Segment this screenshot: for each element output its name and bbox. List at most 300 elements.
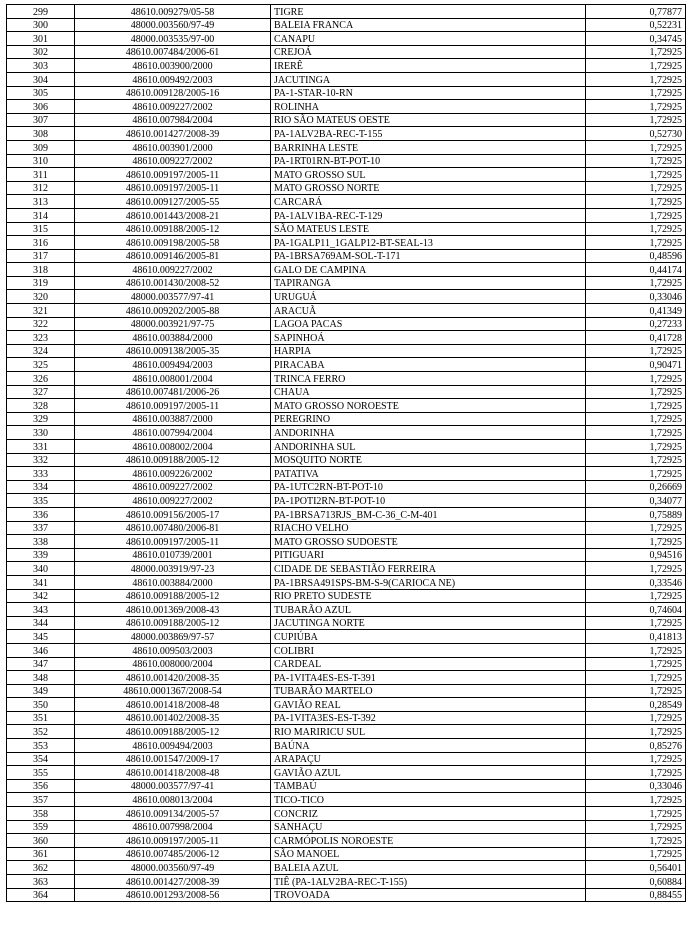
- field-name-cell: JACUTINGA: [271, 72, 586, 86]
- field-name-cell: PA-1VITA3ES-ES-T-392: [271, 711, 586, 725]
- table-row: [7, 45, 686, 59]
- field-name-cell: PA-1BRSA769AM-SOL-T-171: [271, 249, 586, 263]
- field-name-cell: BAÚNA: [271, 739, 586, 753]
- row-number-cell: 363: [7, 875, 75, 889]
- value-cell: 0,88455: [586, 888, 686, 902]
- value-cell: 1,72925: [586, 426, 686, 440]
- row-number-cell: 324: [7, 344, 75, 358]
- row-number-cell: 316: [7, 236, 75, 250]
- row-number-cell: 323: [7, 331, 75, 345]
- field-name-cell: SAPINHOÁ: [271, 331, 586, 345]
- process-number-cell: 48610.009197/2005-11: [75, 535, 271, 549]
- field-name-cell: PA-1ALV2BA-REC-T-155: [271, 127, 586, 141]
- value-cell: 1,72925: [586, 440, 686, 454]
- value-cell: 1,72925: [586, 766, 686, 780]
- process-number-cell: 48610.001402/2008-35: [75, 711, 271, 725]
- value-cell: 1,72925: [586, 59, 686, 73]
- row-number-cell: 309: [7, 140, 75, 154]
- row-number-cell: 350: [7, 698, 75, 712]
- field-name-cell: GAVIÃO AZUL: [271, 766, 586, 780]
- field-name-cell: TICO-TICO: [271, 793, 586, 807]
- row-number-cell: 303: [7, 59, 75, 73]
- table-row: [7, 684, 686, 698]
- table-row: [7, 875, 686, 889]
- field-name-cell: PATATIVA: [271, 467, 586, 481]
- field-name-cell: CUPIÚBA: [271, 630, 586, 644]
- table-row: [7, 820, 686, 834]
- row-number-cell: 317: [7, 249, 75, 263]
- process-number-cell: 48610.009494/2003: [75, 358, 271, 372]
- field-name-cell: GALO DE CAMPINA: [271, 263, 586, 277]
- field-name-cell: TUBARÃO AZUL: [271, 603, 586, 617]
- table-row: [7, 535, 686, 549]
- table-row: [7, 657, 686, 671]
- field-name-cell: BALEIA FRANCA: [271, 18, 586, 32]
- field-name-cell: CHAUA: [271, 385, 586, 399]
- process-number-cell: 48610.009188/2005-12: [75, 453, 271, 467]
- value-cell: 1,72925: [586, 793, 686, 807]
- table-row: [7, 521, 686, 535]
- field-name-cell: PA-1BRSA491SPS-BM-S-9(CARIOCA NE): [271, 575, 586, 589]
- value-cell: 0,52231: [586, 18, 686, 32]
- value-cell: 0,56401: [586, 861, 686, 875]
- value-cell: 0,94516: [586, 548, 686, 562]
- process-number-cell: 48610.001369/2008-43: [75, 603, 271, 617]
- row-number-cell: 353: [7, 739, 75, 753]
- table-row: [7, 562, 686, 576]
- value-cell: 1,72925: [586, 807, 686, 821]
- row-number-cell: 357: [7, 793, 75, 807]
- value-cell: 0,85276: [586, 739, 686, 753]
- row-number-cell: 343: [7, 603, 75, 617]
- fields-table: [6, 4, 686, 902]
- field-name-cell: TAPIRANGA: [271, 276, 586, 290]
- value-cell: 0,41349: [586, 304, 686, 318]
- table-row: [7, 86, 686, 100]
- table-row: [7, 208, 686, 222]
- process-number-cell: 48610.001418/2008-48: [75, 766, 271, 780]
- value-cell: 0,75889: [586, 507, 686, 521]
- field-name-cell: ROLINHA: [271, 100, 586, 114]
- value-cell: 0,28549: [586, 698, 686, 712]
- value-cell: 1,72925: [586, 671, 686, 685]
- row-number-cell: 348: [7, 671, 75, 685]
- row-number-cell: 349: [7, 684, 75, 698]
- table-row: [7, 154, 686, 168]
- process-number-cell: 48610.009197/2005-11: [75, 168, 271, 182]
- process-number-cell: 48610.007480/2006-81: [75, 521, 271, 535]
- field-name-cell: RIO SÃO MATEUS OESTE: [271, 113, 586, 127]
- row-number-cell: 311: [7, 168, 75, 182]
- row-number-cell: 336: [7, 507, 75, 521]
- field-name-cell: CARCARÁ: [271, 195, 586, 209]
- value-cell: 0,48596: [586, 249, 686, 263]
- table-row: [7, 807, 686, 821]
- field-name-cell: CIDADE DE SEBASTIÃO FERREIRA: [271, 562, 586, 576]
- field-name-cell: ARAPAÇU: [271, 752, 586, 766]
- process-number-cell: 48000.003535/97-00: [75, 32, 271, 46]
- table-row: [7, 100, 686, 114]
- field-name-cell: CARMÓPOLIS NOROESTE: [271, 834, 586, 848]
- table-row: [7, 32, 686, 46]
- row-number-cell: 322: [7, 317, 75, 331]
- field-name-cell: MATO GROSSO SUDOESTE: [271, 535, 586, 549]
- value-cell: 1,72925: [586, 521, 686, 535]
- field-name-cell: COLIBRI: [271, 643, 586, 657]
- value-cell: 1,72925: [586, 820, 686, 834]
- value-cell: 1,72925: [586, 72, 686, 86]
- field-name-cell: MOSQUITO NORTE: [271, 453, 586, 467]
- field-name-cell: TUBARÃO MARTELO: [271, 684, 586, 698]
- table-row: [7, 195, 686, 209]
- row-number-cell: 328: [7, 399, 75, 413]
- value-cell: 1,72925: [586, 616, 686, 630]
- process-number-cell: 48610.007994/2004: [75, 426, 271, 440]
- process-number-cell: 48610.008002/2004: [75, 440, 271, 454]
- field-name-cell: TRINCA FERRO: [271, 372, 586, 386]
- process-number-cell: 48610.007485/2006-12: [75, 847, 271, 861]
- value-cell: 1,72925: [586, 154, 686, 168]
- table-row: [7, 440, 686, 454]
- row-number-cell: 333: [7, 467, 75, 481]
- table-row: [7, 140, 686, 154]
- row-number-cell: 326: [7, 372, 75, 386]
- table-row: [7, 861, 686, 875]
- value-cell: 1,72925: [586, 643, 686, 657]
- field-name-cell: URUGUÁ: [271, 290, 586, 304]
- field-name-cell: PA-1POTI2RN-BT-POT-10: [271, 494, 586, 508]
- field-name-cell: SANHAÇU: [271, 820, 586, 834]
- value-cell: 1,72925: [586, 113, 686, 127]
- table-row: [7, 304, 686, 318]
- value-cell: 1,72925: [586, 140, 686, 154]
- table-row: [7, 399, 686, 413]
- row-number-cell: 307: [7, 113, 75, 127]
- table-row: [7, 127, 686, 141]
- table-row: [7, 589, 686, 603]
- value-cell: 0,74604: [586, 603, 686, 617]
- row-number-cell: 302: [7, 45, 75, 59]
- value-cell: 1,72925: [586, 684, 686, 698]
- field-name-cell: ANDORINHA SUL: [271, 440, 586, 454]
- table-row: [7, 494, 686, 508]
- process-number-cell: 48610.009128/2005-16: [75, 86, 271, 100]
- table-row: [7, 263, 686, 277]
- row-number-cell: 331: [7, 440, 75, 454]
- process-number-cell: 48610.007998/2004: [75, 820, 271, 834]
- value-cell: 0,41813: [586, 630, 686, 644]
- value-cell: 0,27233: [586, 317, 686, 331]
- table-row: [7, 372, 686, 386]
- process-number-cell: 48000.003921/97-75: [75, 317, 271, 331]
- process-number-cell: 48610.008001/2004: [75, 372, 271, 386]
- process-number-cell: 48610.009188/2005-12: [75, 222, 271, 236]
- value-cell: 1,72925: [586, 236, 686, 250]
- value-cell: 1,72925: [586, 100, 686, 114]
- row-number-cell: 341: [7, 575, 75, 589]
- table-row: [7, 779, 686, 793]
- field-name-cell: TIGRE: [271, 5, 586, 19]
- value-cell: 1,72925: [586, 276, 686, 290]
- row-number-cell: 344: [7, 616, 75, 630]
- value-cell: 1,72925: [586, 752, 686, 766]
- row-number-cell: 339: [7, 548, 75, 562]
- process-number-cell: 48610.0001367/2008-54: [75, 684, 271, 698]
- row-number-cell: 306: [7, 100, 75, 114]
- table-row: [7, 603, 686, 617]
- value-cell: 0,52730: [586, 127, 686, 141]
- table-row: [7, 276, 686, 290]
- table-row: [7, 507, 686, 521]
- row-number-cell: 310: [7, 154, 75, 168]
- process-number-cell: 48610.010739/2001: [75, 548, 271, 562]
- row-number-cell: 332: [7, 453, 75, 467]
- process-number-cell: 48610.009138/2005-35: [75, 344, 271, 358]
- value-cell: 1,72925: [586, 208, 686, 222]
- field-name-cell: GAVIÃO REAL: [271, 698, 586, 712]
- process-number-cell: 48610.009227/2002: [75, 154, 271, 168]
- field-name-cell: JACUTINGA NORTE: [271, 616, 586, 630]
- table-row: [7, 113, 686, 127]
- process-number-cell: 48610.001430/2008-52: [75, 276, 271, 290]
- process-number-cell: 48610.009492/2003: [75, 72, 271, 86]
- field-name-cell: PIRACABA: [271, 358, 586, 372]
- value-cell: 1,72925: [586, 711, 686, 725]
- process-number-cell: 48000.003919/97-23: [75, 562, 271, 576]
- table-row: [7, 616, 686, 630]
- process-number-cell: 48610.007984/2004: [75, 113, 271, 127]
- process-number-cell: 48610.009146/2005-81: [75, 249, 271, 263]
- value-cell: 1,72925: [586, 834, 686, 848]
- value-cell: 0,33046: [586, 290, 686, 304]
- table-row: [7, 752, 686, 766]
- table-row: [7, 59, 686, 73]
- table-row: [7, 698, 686, 712]
- row-number-cell: 327: [7, 385, 75, 399]
- field-name-cell: ARACUÃ: [271, 304, 586, 318]
- table-row: [7, 725, 686, 739]
- value-cell: 1,72925: [586, 168, 686, 182]
- field-name-cell: MATO GROSSO SUL: [271, 168, 586, 182]
- process-number-cell: 48610.007484/2006-61: [75, 45, 271, 59]
- row-number-cell: 312: [7, 181, 75, 195]
- row-number-cell: 360: [7, 834, 75, 848]
- value-cell: 0,34745: [586, 32, 686, 46]
- field-name-cell: TIÊ (PA-1ALV2BA-REC-T-155): [271, 875, 586, 889]
- row-number-cell: 320: [7, 290, 75, 304]
- process-number-cell: 48610.009226/2002: [75, 467, 271, 481]
- process-number-cell: 48000.003869/97-57: [75, 630, 271, 644]
- field-name-cell: PITIGUARI: [271, 548, 586, 562]
- process-number-cell: 48610.009503/2003: [75, 643, 271, 657]
- field-name-cell: IRERÊ: [271, 59, 586, 73]
- row-number-cell: 352: [7, 725, 75, 739]
- value-cell: 0,33046: [586, 779, 686, 793]
- process-number-cell: 48610.001547/2009-17: [75, 752, 271, 766]
- row-number-cell: 304: [7, 72, 75, 86]
- field-name-cell: ANDORINHA: [271, 426, 586, 440]
- row-number-cell: 305: [7, 86, 75, 100]
- field-name-cell: PA-1UTC2RN-BT-POT-10: [271, 480, 586, 494]
- table-row: [7, 168, 686, 182]
- process-number-cell: 48610.009227/2002: [75, 480, 271, 494]
- row-number-cell: 342: [7, 589, 75, 603]
- value-cell: 1,72925: [586, 657, 686, 671]
- field-name-cell: RIACHO VELHO: [271, 521, 586, 535]
- value-cell: 1,72925: [586, 453, 686, 467]
- process-number-cell: 48610.009202/2005-88: [75, 304, 271, 318]
- row-number-cell: 318: [7, 263, 75, 277]
- process-number-cell: 48610.003901/2000: [75, 140, 271, 154]
- process-number-cell: 48610.001293/2008-56: [75, 888, 271, 902]
- row-number-cell: 335: [7, 494, 75, 508]
- field-name-cell: HARPIA: [271, 344, 586, 358]
- value-cell: 1,72925: [586, 372, 686, 386]
- value-cell: 1,72925: [586, 86, 686, 100]
- table-row: [7, 72, 686, 86]
- value-cell: 1,72925: [586, 589, 686, 603]
- process-number-cell: 48610.009227/2002: [75, 100, 271, 114]
- field-name-cell: CONCRIZ: [271, 807, 586, 821]
- table-row: [7, 5, 686, 19]
- field-name-cell: TAMBAÚ: [271, 779, 586, 793]
- process-number-cell: 48610.009494/2003: [75, 739, 271, 753]
- value-cell: 1,72925: [586, 562, 686, 576]
- row-number-cell: 329: [7, 412, 75, 426]
- table-row: [7, 317, 686, 331]
- field-name-cell: CANAPU: [271, 32, 586, 46]
- row-number-cell: 337: [7, 521, 75, 535]
- value-cell: 0,44174: [586, 263, 686, 277]
- table-body: [7, 5, 686, 902]
- table-row: [7, 467, 686, 481]
- table-row: [7, 793, 686, 807]
- table-row: [7, 331, 686, 345]
- field-name-cell: PA-1GALP11_1GALP12-BT-SEAL-13: [271, 236, 586, 250]
- row-number-cell: 301: [7, 32, 75, 46]
- row-number-cell: 325: [7, 358, 75, 372]
- table-row: [7, 834, 686, 848]
- table-row: [7, 643, 686, 657]
- process-number-cell: 48610.009198/2005-58: [75, 236, 271, 250]
- table-row: [7, 181, 686, 195]
- value-cell: 1,72925: [586, 399, 686, 413]
- row-number-cell: 359: [7, 820, 75, 834]
- field-name-cell: PEREGRINO: [271, 412, 586, 426]
- process-number-cell: 48610.009197/2005-11: [75, 181, 271, 195]
- process-number-cell: 48610.009188/2005-12: [75, 589, 271, 603]
- table-row: [7, 385, 686, 399]
- table-row: [7, 847, 686, 861]
- table-row: [7, 426, 686, 440]
- row-number-cell: 361: [7, 847, 75, 861]
- table-row: [7, 290, 686, 304]
- value-cell: 0,77877: [586, 5, 686, 19]
- table-row: [7, 671, 686, 685]
- process-number-cell: 48610.009134/2005-57: [75, 807, 271, 821]
- row-number-cell: 299: [7, 5, 75, 19]
- value-cell: 1,72925: [586, 725, 686, 739]
- value-cell: 0,33546: [586, 575, 686, 589]
- table-row: [7, 344, 686, 358]
- value-cell: 1,72925: [586, 412, 686, 426]
- process-number-cell: 48610.009188/2005-12: [75, 616, 271, 630]
- process-number-cell: 48610.007481/2006-26: [75, 385, 271, 399]
- row-number-cell: 340: [7, 562, 75, 576]
- value-cell: 1,72925: [586, 467, 686, 481]
- row-number-cell: 355: [7, 766, 75, 780]
- row-number-cell: 347: [7, 657, 75, 671]
- field-name-cell: TROVOADA: [271, 888, 586, 902]
- table-row: [7, 766, 686, 780]
- table-row: [7, 412, 686, 426]
- row-number-cell: 300: [7, 18, 75, 32]
- field-name-cell: RIO MARIRICU SUL: [271, 725, 586, 739]
- process-number-cell: 48000.003560/97-49: [75, 18, 271, 32]
- process-number-cell: 48610.001427/2008-39: [75, 127, 271, 141]
- field-name-cell: MATO GROSSO NORTE: [271, 181, 586, 195]
- process-number-cell: 48610.003887/2000: [75, 412, 271, 426]
- field-name-cell: PA-1BRSA713RJS_BM-C-36_C-M-401: [271, 507, 586, 521]
- field-name-cell: PA-1RT01RN-BT-POT-10: [271, 154, 586, 168]
- table-row: [7, 453, 686, 467]
- process-number-cell: 48610.008000/2004: [75, 657, 271, 671]
- value-cell: 1,72925: [586, 45, 686, 59]
- row-number-cell: 315: [7, 222, 75, 236]
- field-name-cell: SÃO MATEUS LESTE: [271, 222, 586, 236]
- table-row: [7, 249, 686, 263]
- process-number-cell: 48610.009197/2005-11: [75, 399, 271, 413]
- field-name-cell: PA-1-STAR-10-RN: [271, 86, 586, 100]
- row-number-cell: 338: [7, 535, 75, 549]
- value-cell: 0,60884: [586, 875, 686, 889]
- field-name-cell: PA-1ALV1BA-REC-T-129: [271, 208, 586, 222]
- process-number-cell: 48610.008013/2004: [75, 793, 271, 807]
- value-cell: 1,72925: [586, 847, 686, 861]
- process-number-cell: 48610.009197/2005-11: [75, 834, 271, 848]
- field-name-cell: PA-1VITA4ES-ES-T-391: [271, 671, 586, 685]
- process-number-cell: 48610.003884/2000: [75, 575, 271, 589]
- value-cell: 1,72925: [586, 535, 686, 549]
- row-number-cell: 354: [7, 752, 75, 766]
- row-number-cell: 334: [7, 480, 75, 494]
- value-cell: 0,34077: [586, 494, 686, 508]
- process-number-cell: 48610.001443/2008-21: [75, 208, 271, 222]
- process-number-cell: 48610.003884/2000: [75, 331, 271, 345]
- table-row: [7, 548, 686, 562]
- row-number-cell: 346: [7, 643, 75, 657]
- table-row: [7, 480, 686, 494]
- value-cell: 0,90471: [586, 358, 686, 372]
- field-name-cell: BARRINHA LESTE: [271, 140, 586, 154]
- process-number-cell: 48610.009156/2005-17: [75, 507, 271, 521]
- row-number-cell: 321: [7, 304, 75, 318]
- field-name-cell: CREJOÁ: [271, 45, 586, 59]
- value-cell: 0,41728: [586, 331, 686, 345]
- field-name-cell: BALEIA AZUL: [271, 861, 586, 875]
- process-number-cell: 48610.001420/2008-35: [75, 671, 271, 685]
- field-name-cell: MATO GROSSO NOROESTE: [271, 399, 586, 413]
- table-row: [7, 236, 686, 250]
- row-number-cell: 308: [7, 127, 75, 141]
- value-cell: 0,26669: [586, 480, 686, 494]
- field-name-cell: LAGOA PACAS: [271, 317, 586, 331]
- field-name-cell: CARDEAL: [271, 657, 586, 671]
- process-number-cell: 48000.003577/97-41: [75, 779, 271, 793]
- table-row: [7, 711, 686, 725]
- table-row: [7, 630, 686, 644]
- field-name-cell: SÃO MANOEL: [271, 847, 586, 861]
